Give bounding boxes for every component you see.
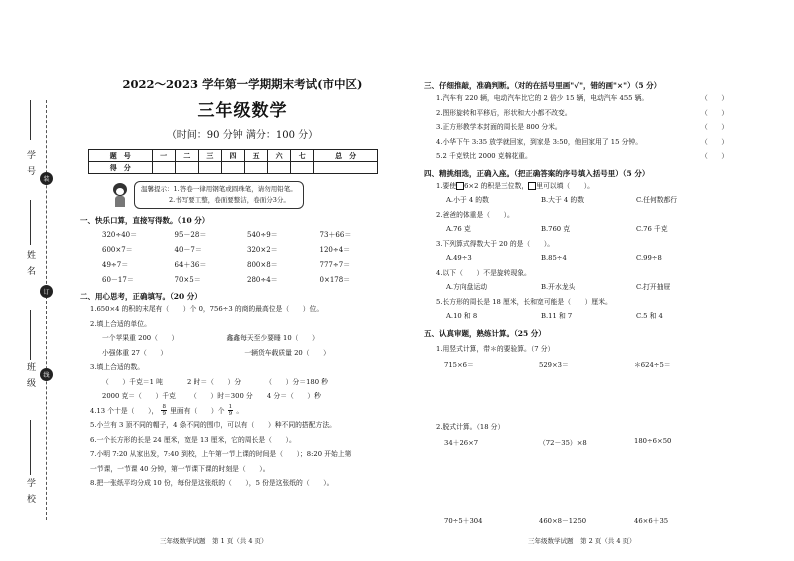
- judge-item-text: 4.小华下午 3:35 放学就回家，到家是 3:50，他回家用了 15 分钟。: [436, 137, 642, 146]
- fill-question-8[interactable]: 8.把一张纸平均分成 10 份，每份是这张纸的（ ），5 份是这张纸的（ ）。: [90, 479, 334, 487]
- calc-item[interactable]: 46×6＋35: [634, 516, 669, 525]
- oral-calc-item[interactable]: 40－7＝: [174, 246, 202, 254]
- choice-q1-text-a: 1.要使: [436, 181, 457, 190]
- section2-heading: 二、用心思考，正确填写。（20 分）: [80, 292, 202, 301]
- subject-title: 三年级数学: [197, 101, 288, 121]
- binding-dashed-line: [46, 100, 47, 520]
- judge-item[interactable]: [436, 135, 754, 150]
- judge-item-text: 3.正方形教学本封面的周长是 800 分米。: [436, 123, 562, 131]
- fill-question-4[interactable]: [90, 404, 405, 419]
- fill-question-2-row: [102, 331, 405, 346]
- score-cell: 四: [221, 150, 244, 162]
- work-space[interactable]: [424, 369, 754, 417]
- calc-item[interactable]: 460×8－1250: [539, 516, 587, 525]
- score-row-label: 得 分: [89, 162, 153, 174]
- score-cell: 七: [291, 150, 314, 162]
- oral-calc-item[interactable]: 800×8＝: [247, 261, 278, 269]
- tip-line-2: 2.书写要工整，卷面要整洁，卷面分3分。: [169, 196, 290, 204]
- oral-calc-item[interactable]: 600×7＝: [102, 246, 133, 254]
- score-table: [88, 149, 378, 174]
- option[interactable]: C.99÷8: [636, 254, 662, 262]
- oral-calc-item[interactable]: 777÷7＝: [319, 261, 351, 269]
- tip-box: [110, 181, 405, 209]
- score-blank[interactable]: [314, 162, 378, 174]
- fraction-eight-ninths: [161, 404, 167, 417]
- conversion-blank[interactable]: 4 分＝（ ）秒: [266, 392, 321, 400]
- conversion-blank[interactable]: （ ）千克＝1 吨: [102, 377, 163, 386]
- student-id-line: [30, 100, 31, 140]
- oral-calc-item[interactable]: 0×178＝: [319, 276, 351, 284]
- answer-paren[interactable]: （ ）: [701, 94, 729, 102]
- student-name-line: [30, 200, 31, 245]
- answer-paren[interactable]: （ ）: [701, 152, 729, 160]
- binding-margin: [10, 100, 70, 520]
- option[interactable]: A.方向盘运动: [446, 283, 488, 291]
- option[interactable]: A.小于 4 的数: [446, 196, 489, 204]
- oral-calc-item[interactable]: 70×5＝: [174, 276, 201, 284]
- fill-question-3-row: [102, 375, 405, 390]
- binding-hole-1: 装: [40, 172, 53, 185]
- judge-item[interactable]: [436, 106, 754, 121]
- score-table-header-row: [89, 150, 378, 162]
- exam-title: 2022～2023 学年第一学期期末考试(市中区): [122, 77, 363, 91]
- conversion-blank[interactable]: （ ）时＝300 分: [190, 392, 253, 400]
- fill-question-6[interactable]: 6.一个长方形的长是 24 厘米，宽是 13 厘米，它的周长是（ ）。: [90, 435, 296, 444]
- vertical-calc-row: [444, 359, 754, 369]
- score-cell: 二: [175, 150, 198, 162]
- question-4-text-a: 4.13 个十是（ ），: [90, 406, 159, 415]
- time-info: （时间：90 分钟 满分：100 分）: [166, 130, 319, 141]
- choice-question-1[interactable]: [436, 179, 754, 194]
- option[interactable]: C.任何数都行: [636, 196, 678, 204]
- option[interactable]: B.11 和 7: [541, 312, 573, 320]
- option[interactable]: B.760 克: [541, 225, 571, 233]
- option[interactable]: A.10 和 8: [446, 312, 478, 320]
- option[interactable]: C.5 和 4: [636, 312, 663, 320]
- unit-blank[interactable]: 小强体重 27（ ）: [102, 348, 168, 357]
- oral-calc-item[interactable]: 120÷4＝: [319, 246, 351, 254]
- judge-item-text: 1.汽车有 220 辆，电动汽车比它的 2 倍少 15 辆，电动汽车 455 辆。: [436, 94, 649, 102]
- tip-bubble: [134, 181, 304, 209]
- choice-options: [446, 193, 754, 208]
- option[interactable]: B.大于 4 的数: [541, 196, 584, 204]
- class-label: 班 级: [25, 362, 35, 389]
- choice-question-2[interactable]: 2.爸爸的体重是（ ）。: [436, 210, 514, 219]
- judge-item-text: 5.2 千克铁比 2000 克棉花重。: [436, 152, 532, 160]
- oral-calc-item[interactable]: 95－28＝: [174, 231, 207, 239]
- conversion-blank[interactable]: 2000 克＝（ ）千克: [102, 392, 176, 400]
- option[interactable]: B.85÷4: [541, 254, 567, 262]
- binding-hole-3: 线: [40, 368, 53, 381]
- vertical-calc-heading: 1.用竖式计算，带＊的要验算。（7 分）: [436, 344, 555, 353]
- footer-right: 三年级数学试题 第 2 页（共 4 页）: [528, 537, 636, 545]
- school-line: [30, 420, 31, 475]
- oral-calc-grid: [102, 230, 392, 285]
- oral-calc-item[interactable]: 320÷40＝: [102, 231, 138, 239]
- step-calc-row: [444, 437, 754, 447]
- unit-blank[interactable]: 一辆货车载质量 20（ ）: [244, 348, 330, 357]
- choice-question-5[interactable]: 5.长方形的周长是 18 厘米，长和宽可能是（ ）厘米。: [436, 297, 612, 306]
- step-calc-row: [444, 515, 754, 525]
- score-cell: 题 号: [89, 150, 153, 162]
- calc-item[interactable]: 70÷5＋304: [444, 516, 483, 525]
- left-page: [80, 76, 405, 491]
- choice-q1-text-c: 里可以填（ ）。: [536, 181, 594, 190]
- section3-heading: 三、仔细推敲，准确判断。（对的在括号里画"√"，错的画"×"）（5 分）: [424, 81, 662, 90]
- judge-item[interactable]: [436, 91, 754, 106]
- oral-calc-item[interactable]: 73＋66＝: [319, 231, 352, 239]
- score-blank[interactable]: [221, 162, 244, 174]
- option[interactable]: B.开水龙头: [541, 283, 576, 291]
- fill-question-1[interactable]: 1.650×4 的积的末尾有（ ）个 0，756÷3 的商的最高位是（ ）位。: [90, 305, 324, 313]
- fill-question-3-row: [102, 389, 405, 404]
- oral-calc-item[interactable]: 320×2＝: [247, 246, 278, 254]
- answer-paren[interactable]: （ ）: [701, 137, 729, 146]
- calc-item[interactable]: 180÷6×50: [634, 436, 672, 445]
- fill-question-5[interactable]: 5.小兰有 3 顶不同的帽子，4 条不同的围巾，可以有（ ）种不同的搭配方法。: [90, 421, 336, 429]
- tip-line-1: 温馨提示：1.答卷一律用钢笔或圆珠笔，请勿用铅笔。: [141, 185, 297, 193]
- binding-hole-2: 订: [40, 285, 53, 298]
- choice-options: [446, 309, 754, 324]
- calc-item[interactable]: 529×3＝: [539, 360, 569, 369]
- option[interactable]: C.打开抽屉: [636, 283, 671, 291]
- fraction-numerator: 8: [162, 404, 166, 410]
- option[interactable]: A.49÷3: [446, 254, 472, 262]
- fill-question-7b[interactable]: 一节课，一节课 40 分钟，第一节课下课的时刻是（ ）。: [90, 464, 270, 473]
- answer-paren[interactable]: （ ）: [701, 108, 729, 117]
- oral-calc-item[interactable]: 60－17＝: [102, 276, 134, 284]
- option[interactable]: A.76 克: [446, 225, 471, 233]
- question-4-text-b: 里面有（ ）个: [170, 406, 225, 415]
- answer-paren[interactable]: （ ）: [701, 123, 729, 131]
- fraction-denominator: 9: [162, 411, 166, 417]
- work-space[interactable]: [424, 447, 754, 509]
- section4-heading: 四、精挑细选，正确入座。（把正确答案的序号填入括号里）（5 分）: [424, 168, 650, 178]
- judge-item[interactable]: [436, 149, 754, 164]
- score-cell: 总 分: [314, 150, 378, 162]
- calc-item[interactable]: 34＋26×7: [444, 438, 479, 447]
- choice-question-3[interactable]: 3.下列算式得数大于 20 的是（ ）。: [436, 239, 555, 248]
- score-blank[interactable]: [198, 162, 221, 174]
- calc-item[interactable]: ＊624÷5＝: [634, 360, 671, 369]
- score-blank[interactable]: [291, 162, 314, 174]
- class-line: [30, 310, 31, 360]
- girl-icon: [110, 183, 130, 207]
- unit-blank[interactable]: 鑫鑫每天至少要睡 10（ ）: [226, 334, 319, 342]
- fill-question-3: 3.填上合适的数。: [90, 363, 145, 371]
- calc-item[interactable]: 715×6＝: [444, 360, 474, 369]
- step-calc-heading: 2.脱式计算。（18 分）: [436, 422, 505, 431]
- footer-left: 三年级数学试题 第 1 页（共 4 页）: [160, 537, 268, 545]
- score-cell: 六: [268, 150, 291, 162]
- blank-box[interactable]: [456, 182, 464, 190]
- fraction-denominator: 9: [228, 411, 233, 417]
- oral-calc-item[interactable]: 540÷9＝: [247, 231, 278, 239]
- oral-calc-item[interactable]: 49÷7＝: [102, 261, 129, 269]
- conversion-blank[interactable]: （ ）分＝180 秒: [265, 377, 329, 386]
- blank-box[interactable]: [528, 182, 536, 190]
- score-blank[interactable]: [245, 162, 268, 174]
- score-cell: 三: [198, 150, 221, 162]
- choice-options: [446, 251, 754, 266]
- score-blank[interactable]: [152, 162, 175, 174]
- oral-calc-item[interactable]: 280÷4＝: [247, 276, 278, 284]
- school-label: 学 校: [25, 478, 35, 505]
- judge-item[interactable]: [436, 120, 754, 135]
- score-cell: 一: [152, 150, 175, 162]
- conversion-blank[interactable]: 2 时＝（ ）分: [187, 377, 242, 386]
- score-blank[interactable]: [268, 162, 291, 174]
- fill-question-2: 2.填上合适的单位。: [90, 319, 151, 328]
- score-blank[interactable]: [175, 162, 198, 174]
- fraction-one-ninth: [228, 404, 234, 417]
- section1-heading: 一、快乐口算，直接写得数。（10 分）: [80, 216, 210, 225]
- student-id-label: 学 号: [25, 150, 35, 177]
- choice-question-4[interactable]: 4.以下（ ）不是旋转现象。: [436, 268, 531, 277]
- oral-calc-item[interactable]: 64＋36＝: [174, 261, 207, 269]
- fraction-numerator: 1: [228, 404, 233, 410]
- unit-blank[interactable]: 一个苹果重 200（ ）: [102, 334, 179, 342]
- choice-options: [446, 222, 754, 237]
- choice-q1-text-b: 6×2 的积是三位数，: [464, 181, 529, 190]
- choice-options: [446, 280, 754, 295]
- fill-question-2-row: [102, 346, 405, 361]
- score-table-score-row: [89, 162, 378, 174]
- calc-item[interactable]: （72－35）×8: [539, 438, 587, 447]
- judge-item-text: 2.图形旋转和平移后，形状和大小都不改变。: [436, 108, 572, 117]
- question-4-text-c: 。: [236, 406, 244, 415]
- fill-question-7a[interactable]: 7.小明 7:20 从家出发，7:40 到校，上午第一节上课的时间是（ ）；8:20 开始上第: [90, 450, 352, 458]
- right-page: [424, 76, 754, 525]
- student-name-label: 姓 名: [25, 250, 35, 277]
- score-cell: 五: [245, 150, 268, 162]
- option[interactable]: C.76 千克: [636, 225, 668, 233]
- section5-heading: 五、认真审题，熟练计算。（25 分）: [424, 328, 546, 338]
